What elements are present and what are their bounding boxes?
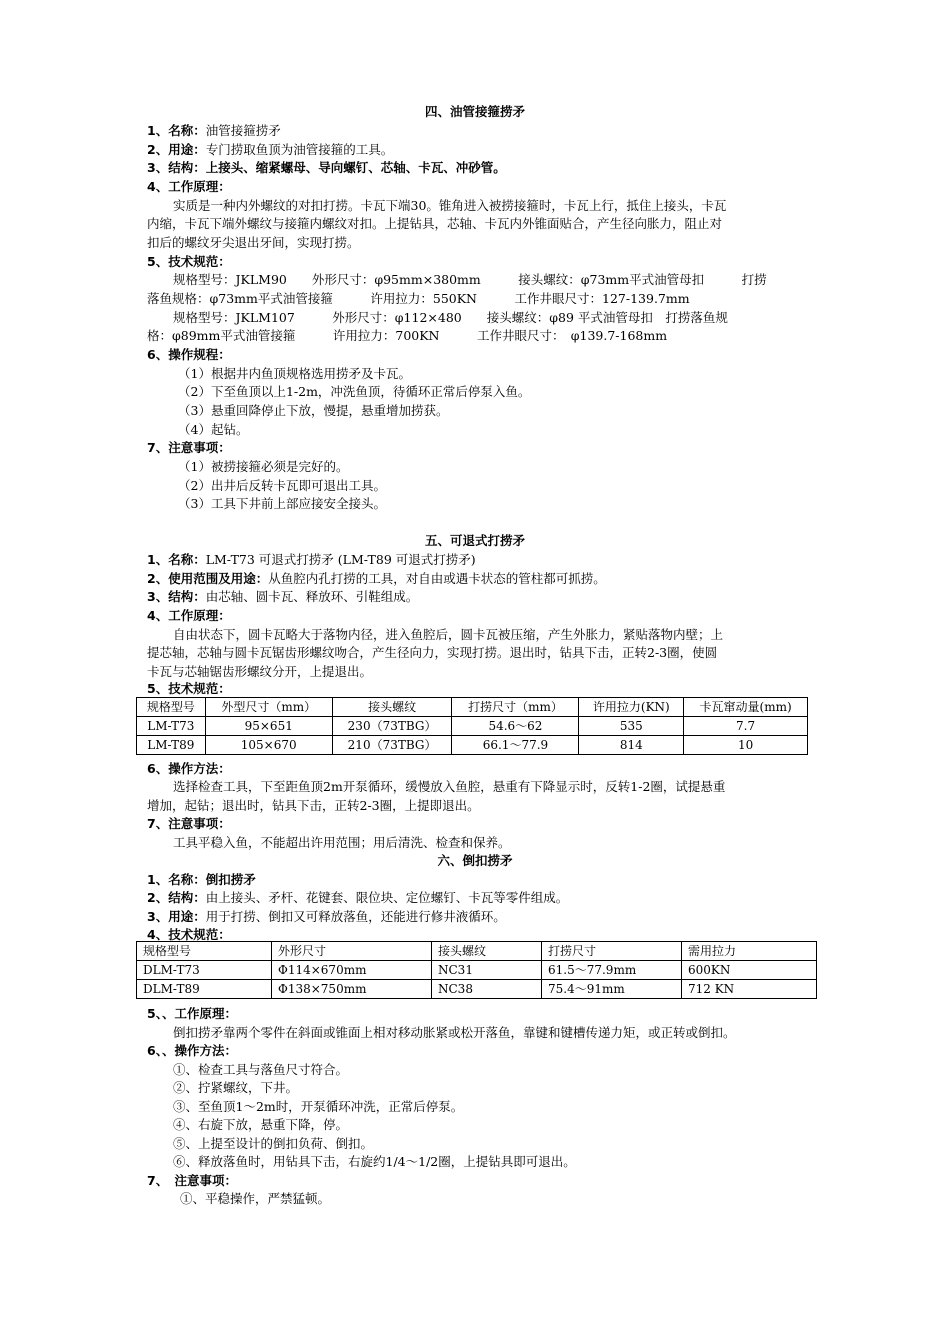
table-header-cell: 卡瓦窜动量(mm)	[684, 698, 808, 717]
s6-spec-heading: 4、技术规范：	[147, 927, 231, 942]
s4-principle-p2: 内缩，卡瓦下端外螺纹与接箍内螺纹对扣。上提钻具，芯轴、卡瓦内外锥面贴合，产生径向胀力，阻止对	[147, 216, 723, 231]
s6-ops-5: ⑤、上提至设计的倒扣负荷、倒扣。	[173, 1136, 374, 1151]
section-4-title: 四、油管接箍捞矛	[424, 104, 525, 119]
s6-ops-3: ③、至鱼顶1～2m时，开泵循环冲洗，正常后停泵。	[173, 1099, 464, 1114]
s4-ops-2: （2）下至鱼顶以上1-2m，冲洗鱼顶，待循环正常后停泵入鱼。	[178, 384, 531, 399]
table-cell: 66.1～77.9	[452, 736, 579, 755]
table-cell: 75.4～91mm	[542, 980, 682, 999]
s6-ops-4: ④、右旋下放，悬重下降，停。	[173, 1117, 349, 1132]
s5-spec-heading: 5、技术规范：	[147, 681, 231, 696]
s6-principle-heading: 5、、工作原理：	[147, 1006, 237, 1021]
table-cell: LM-T73	[137, 717, 206, 736]
table-header-cell: 许用拉力(KN)	[579, 698, 684, 717]
s4-notes-heading: 7、注意事项：	[147, 440, 231, 455]
table-row	[137, 717, 808, 736]
s5-structure-line: 3、结构：由芯轴、圆卡瓦、释放环、引鞋组成。	[147, 589, 419, 604]
table-cell: 54.6～62	[452, 717, 579, 736]
table-cell: LM-T89	[137, 736, 206, 755]
table-cell: 7.7	[684, 717, 808, 736]
table-cell: NC31	[432, 961, 542, 980]
table-cell: 600KN	[682, 961, 817, 980]
s5-use-line: 2、使用范围及用途：从鱼腔内孔打捞的工具，对自由或遇卡状态的管柱都可抓捞。	[147, 571, 606, 586]
s5-ops-p2: 增加，起钻；退出时，钻具下击，正转2-3圈，上提即退出。	[147, 798, 480, 813]
section-5-title: 五、可退式打捞矛	[424, 533, 525, 548]
table-cell: 61.5～77.9mm	[542, 961, 682, 980]
s5-spec-table	[136, 697, 808, 755]
table-header-cell: 规格型号	[137, 698, 206, 717]
s4-note-2: （2）出井后反转卡瓦即可退出工具。	[178, 478, 386, 493]
table-cell: Φ114×670mm	[272, 961, 432, 980]
s4-use-line: 2、用途：专门捞取鱼顶为油管接箍的工具。	[147, 142, 394, 157]
s4-spec-b: 落鱼规格：φ73mm平式油管接箍 许用拉力：550KN 工作井眼尺寸：127-139.7mm	[147, 291, 690, 306]
s4-spec-a: 规格型号：JKLM90 外形尺寸：φ95mm×380mm 接头螺纹：φ73mm平式油管母扣 打捞	[173, 272, 767, 287]
s4-principle-p1: 实质是一种内外螺纹的对扣打捞。卡瓦下端30。锥角进入被捞接箍时，卡瓦上行，抵住上接头，卡瓦	[173, 198, 727, 213]
s5-ops-heading: 6、操作方法：	[147, 761, 231, 776]
s4-ops-heading: 6、操作规程：	[147, 347, 231, 362]
s5-notes-p1: 工具平稳入鱼，不能超出许用范围；用后清洗、检查和保养。	[173, 835, 511, 850]
table-row	[137, 980, 817, 999]
s4-spec-c: 规格型号：JKLM107 外形尺寸：φ112×480 接头螺纹：φ89 平式油管母扣 打捞落鱼规	[173, 310, 728, 325]
s6-use-line: 3、用途：用于打捞、倒扣又可释放落鱼，还能进行修井液循环。	[147, 909, 506, 924]
s5-ops-p1: 选择检查工具，下至距鱼顶2m开泵循环，缓慢放入鱼腔，悬重有下降显示时，反转1-2圈，试提悬重	[173, 779, 726, 794]
table-header-cell: 外型尺寸（mm）	[205, 698, 332, 717]
table-cell: 230（73TBG）	[332, 717, 452, 736]
table-cell: 95×651	[205, 717, 332, 736]
s4-spec-d: 格：φ89mm平式油管接箍 许用拉力：700KN 工作井眼尺寸： φ139.7-168mm	[147, 328, 668, 343]
s6-ops-1: ①、检查工具与落鱼尺寸符合。	[173, 1062, 349, 1077]
table-cell: 210（73TBG）	[332, 736, 452, 755]
s4-note-1: （1）被捞接箍必须是完好的。	[178, 459, 349, 474]
s6-note-1: ①、平稳操作，严禁猛顿。	[180, 1191, 331, 1206]
table-cell: DLM-T89	[137, 980, 272, 999]
table-header-cell: 打捞尺寸	[542, 942, 682, 961]
s5-notes-heading: 7、注意事项：	[147, 816, 231, 831]
s5-principle-heading: 4、工作原理：	[147, 608, 231, 623]
s4-structure-line: 3、结构：上接头、缩紧螺母、导向螺钉、芯轴、卡瓦、冲砂管。	[147, 160, 506, 175]
s4-name-line: 1、名称：油管接箍捞矛	[147, 123, 281, 138]
s6-ops-heading: 6、、操作方法：	[147, 1043, 237, 1058]
table-cell: NC38	[432, 980, 542, 999]
s6-structure-line: 2、结构：由上接头、矛杆、花键套、限位块、定位螺钉、卡瓦等零件组成。	[147, 890, 569, 905]
section-6-title: 六、倒扣捞矛	[437, 853, 513, 868]
table-header-row	[137, 942, 817, 961]
table-header-cell: 接头螺纹	[332, 698, 452, 717]
s4-ops-3: （3）悬重回降停止下放，慢提，悬重增加捞获。	[178, 403, 449, 418]
table-header-cell: 规格型号	[137, 942, 272, 961]
s6-ops-6: ⑥、释放落鱼时，用钻具下击，右旋约1/4～1/2圈，上提钻具即可退出。	[173, 1154, 576, 1169]
s4-principle-p3: 扣后的螺纹牙尖退出牙间，实现打捞。	[147, 235, 360, 250]
s5-principle-p3: 卡瓦与芯轴锯齿形螺纹分开，上提退出。	[147, 664, 373, 679]
s4-principle-heading: 4、工作原理：	[147, 179, 231, 194]
table-header-cell: 外形尺寸	[272, 942, 432, 961]
table-cell: 535	[579, 717, 684, 736]
table-header-cell: 接头螺纹	[432, 942, 542, 961]
table-cell: 10	[684, 736, 808, 755]
table-cell: Φ138×750mm	[272, 980, 432, 999]
table-cell: 105×670	[205, 736, 332, 755]
s4-ops-4: （4）起钻。	[178, 422, 249, 437]
s5-principle-p2: 提芯轴，芯轴与圆卡瓦锯齿形螺纹吻合，产生径向力，实现打捞。退出时，钻具下击，正转2-3圈，使圆	[147, 645, 718, 660]
s6-name-line: 1、名称：倒扣捞矛	[147, 872, 256, 887]
table-row	[137, 961, 817, 980]
s6-principle-p1: 倒扣捞矛靠两个零件在斜面或锥面上相对移动胀紧或松开落鱼，靠键和键槽传递力矩，或正转或倒扣。	[173, 1025, 736, 1040]
s4-ops-1: （1）根据井内鱼顶规格选用捞矛及卡瓦。	[178, 366, 411, 381]
table-cell: 814	[579, 736, 684, 755]
s6-ops-2: ②、拧紧螺纹，下井。	[173, 1080, 299, 1095]
table-header-cell: 需用拉力	[682, 942, 817, 961]
table-cell: 712 KN	[682, 980, 817, 999]
s4-note-3: （3）工具下井前上部应接安全接头。	[178, 496, 386, 511]
s5-principle-p1: 自由状态下，圆卡瓦略大于落物内径，进入鱼腔后，圆卡瓦被压缩，产生外胀力，紧贴落物内壁；上	[173, 627, 724, 642]
s6-notes-heading: 7、 注意事项：	[147, 1173, 237, 1188]
s4-spec-heading: 5、技术规范：	[147, 254, 231, 269]
s5-name-line: 1、名称：LM-T73 可退式打捞矛 (LM-T89 可退式打捞矛)	[147, 552, 476, 567]
table-header-row	[137, 698, 808, 717]
s6-spec-table	[136, 941, 817, 999]
table-cell: DLM-T73	[137, 961, 272, 980]
table-header-cell: 打捞尺寸（mm）	[452, 698, 579, 717]
table-row	[137, 736, 808, 755]
